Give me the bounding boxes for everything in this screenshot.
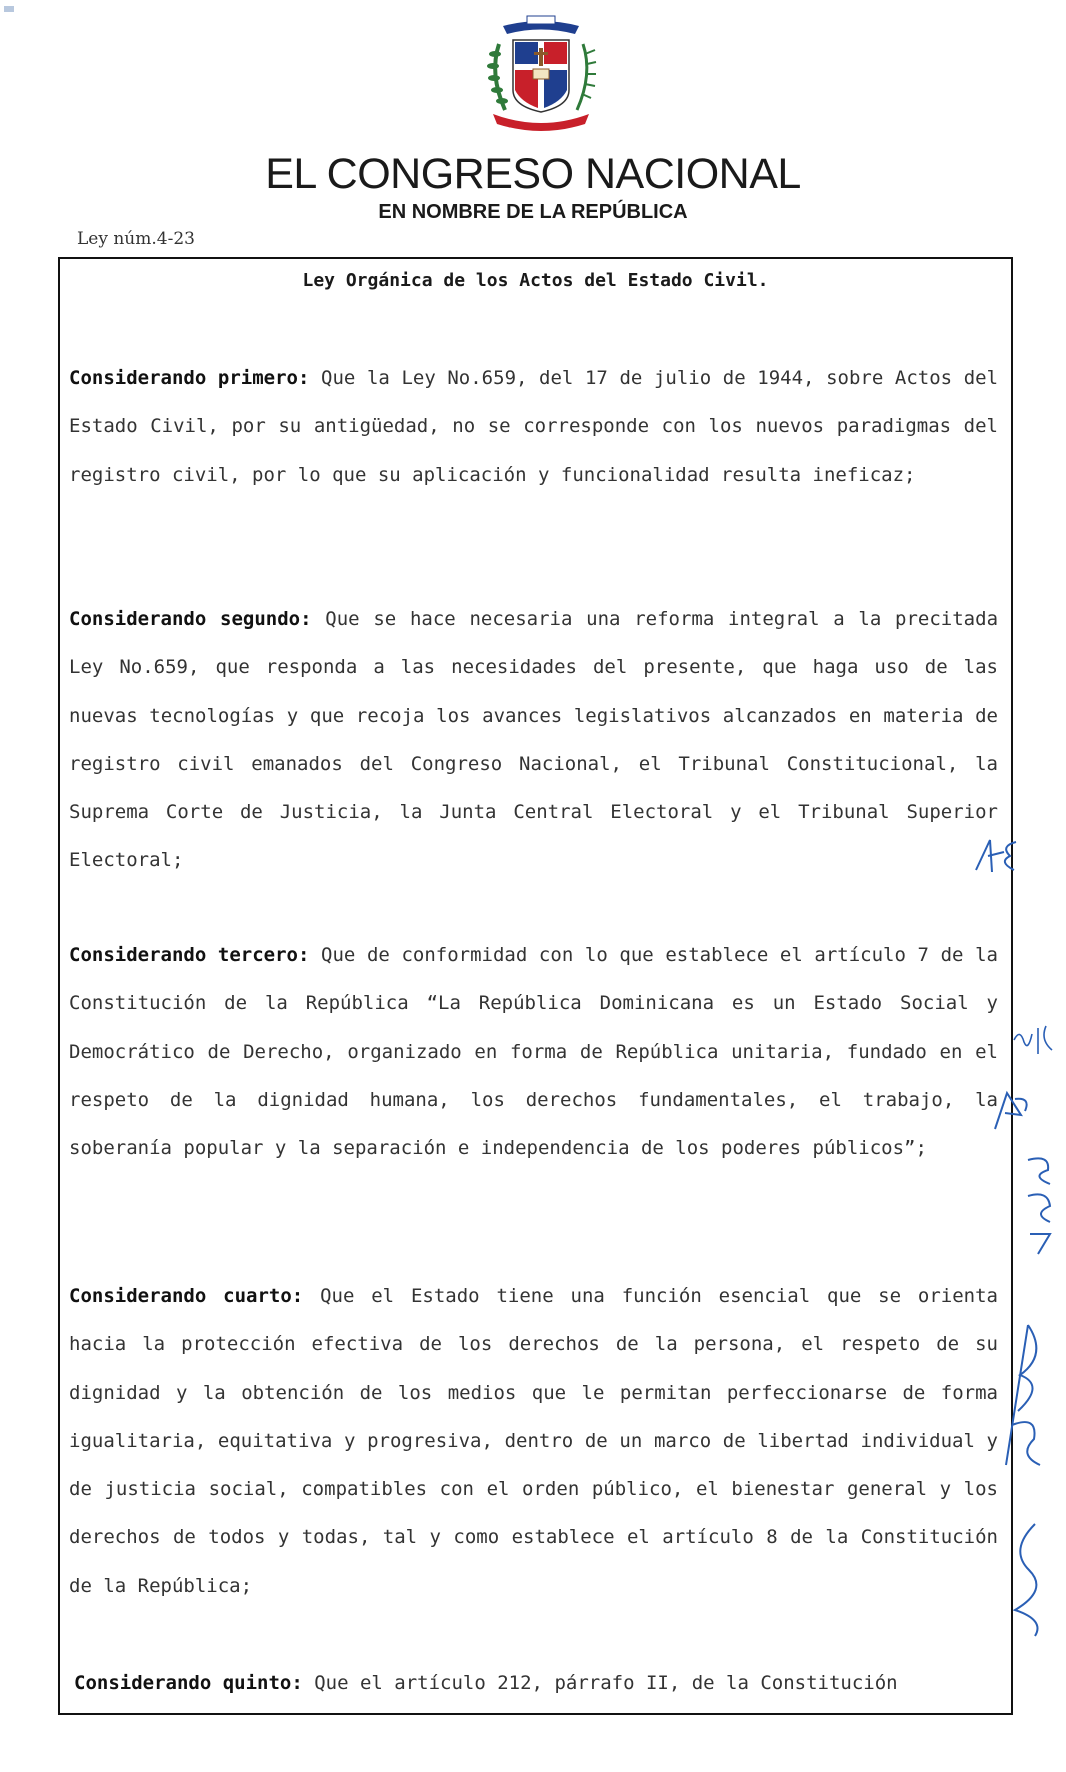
law-number: Ley núm.4-23	[77, 229, 195, 249]
paragraph-lead: Considerando primero:	[69, 367, 310, 389]
paragraph-considerando-primero	[69, 354, 998, 499]
paragraph-considerando-quinto	[74, 1659, 998, 1707]
handwritten-long-signature	[998, 1315, 1058, 1475]
paragraph-lead: Considerando cuarto:	[69, 1285, 304, 1307]
paragraph-considerando-segundo	[69, 595, 998, 885]
republic-subheading: EN NOMBRE DE LA REPÚBLICA	[378, 201, 688, 223]
paragraph-text: Que el artículo 212, párrafo II, de la Constitución	[302, 1672, 898, 1694]
scan-edge-mark	[4, 6, 14, 12]
handwritten-initial-signature	[985, 1085, 1045, 1135]
handwritten-vertical-signature	[1020, 1150, 1060, 1260]
paragraph-text: Que el Estado tiene una función esencial que se orienta hacia la protección efectiva de los derechos de la persona, el respeto de su dignidad y la obtención de los medios que le permitan perfeccionarse de forma igualitaria, equitativa y progresiva, dentro de un marco de libertad individual y de justicia social, compatibles con el orden público, el bienestar general y los derechos de todos y todas, tal y como establece el artículo 8 de la Constitución de la República;	[69, 1285, 998, 1597]
paragraph-lead: Considerando segundo:	[69, 608, 312, 630]
paragraph-considerando-cuarto	[69, 1272, 998, 1610]
paragraph-considerando-tercero	[69, 931, 998, 1172]
document-title: Ley Orgánica de los Actos del Estado Civil.	[302, 270, 769, 291]
paragraph-text: Que la Ley No.659, del 17 de julio de 1944, sobre Actos del Estado Civil, por su antigüedad, no se corresponde con los nuevos paradigmas del registro civil, por lo que su aplicación y funcionalidad resulta ineficaz;	[69, 367, 999, 486]
handwritten-loop-signature	[1005, 1520, 1055, 1640]
paragraph-lead: Considerando quinto:	[74, 1672, 303, 1694]
handwritten-mark-signature	[1010, 1020, 1060, 1060]
paragraph-text: Que de conformidad con lo que establece el artículo 7 de la Constitución de la República “La República Dominicana es un Estado Social y Democrático de Derecho, organizado en forma de República unitaria, fundado en el respeto de la dignidad humana, los derechos fundamentales, el trabajo, la soberanía popular y la separación e independencia de los poderes públicos”;	[69, 944, 998, 1160]
paragraph-lead: Considerando tercero:	[69, 944, 310, 966]
coat-of-arms-icon	[485, 14, 597, 134]
handwritten-initials-signature	[970, 830, 1050, 880]
paragraph-text: Que se hace necesaria una reforma integral a la precitada Ley No.659, que responda a las necesidades del presente, que haga uso de las nuevas tecnologías y que recoja los avances legislativos alcanzados en materia de registro civil emanados del Congreso Nacional, el Tribunal Constitucional, la Suprema Corte de Justicia, la Junta Central Electoral y el Tribunal Superior Electoral;	[69, 608, 999, 872]
congress-heading: EL CONGRESO NACIONAL	[265, 150, 801, 198]
